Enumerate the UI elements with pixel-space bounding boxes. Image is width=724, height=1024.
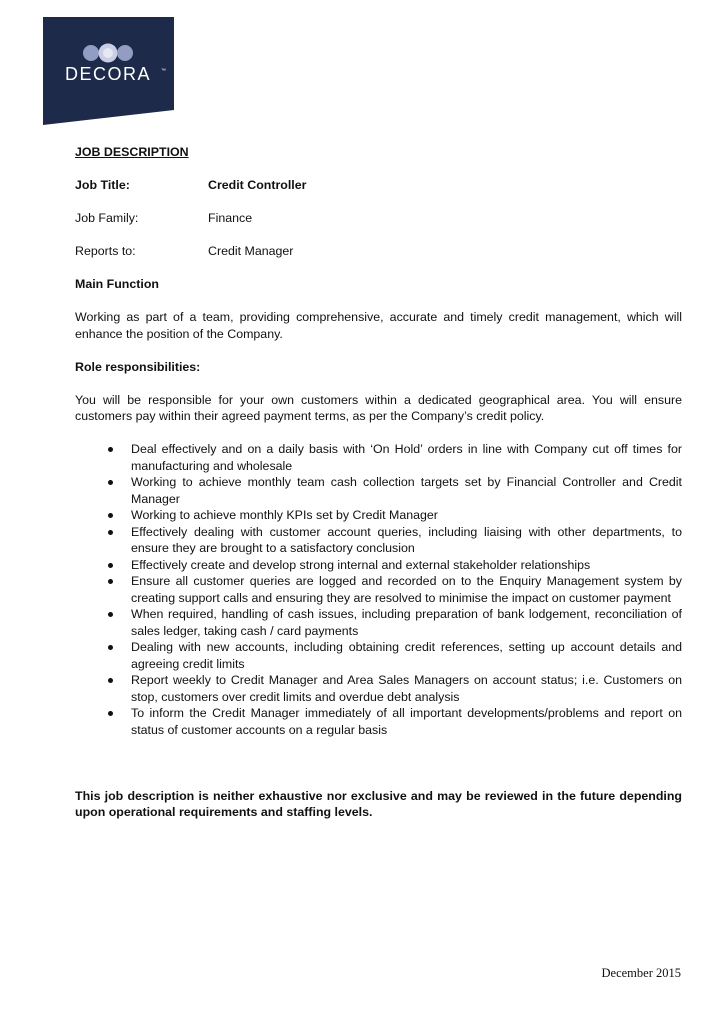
- list-item: [75, 606, 682, 639]
- field-value: Finance: [208, 211, 253, 225]
- list-item: [75, 524, 682, 557]
- field-reports-to: [75, 243, 682, 260]
- bullet-icon: [108, 579, 113, 584]
- bullet-icon: [108, 563, 113, 568]
- list-item-text: To inform the Credit Manager immediately of all important developments/problems and report on status of customer accounts on a regular basis: [131, 706, 682, 737]
- bullet-icon: [108, 678, 113, 683]
- list-item-text: Working to achieve monthly KPIs set by Credit Manager: [131, 508, 438, 522]
- list-item-text: Effectively dealing with customer account queries, including liaising with other departments, to ensure they are brought to a satisfactory conclusion: [131, 524, 682, 555]
- list-item: [75, 705, 682, 738]
- field-job-family: [75, 210, 682, 227]
- field-value: Credit Controller: [208, 178, 307, 192]
- list-item: [75, 507, 682, 524]
- list-item-text: Effectively create and develop strong internal and external stakeholder relationships: [131, 557, 591, 572]
- list-item: [75, 639, 682, 672]
- logo-wordmark: DECORA: [64, 64, 152, 84]
- list-item: [75, 474, 682, 507]
- logo-trademark: ™: [161, 68, 166, 74]
- list-item: [75, 672, 682, 705]
- field-label: Reports to:: [75, 244, 136, 258]
- list-item: [75, 441, 682, 474]
- bullet-icon: [108, 645, 113, 650]
- company-logo: [43, 17, 174, 125]
- role-responsibilities-title: Role responsibilities:: [75, 359, 201, 374]
- list-item-text: Working to achieve monthly team cash collection targets set by Financial Controller and Credit Manager: [131, 475, 682, 506]
- main-function-text: Working as part of a team, providing comprehensive, accurate and timely credit management, which will enhance the position of the Company.: [75, 310, 682, 341]
- list-item-text: When required, handling of cash issues, including preparation of bank lodgement, reconciliation of sales ledger, taking cash / card payments: [131, 607, 682, 638]
- bullet-icon: [108, 711, 113, 716]
- document-date: December 2015: [601, 966, 681, 980]
- role-intro-text: You will be responsible for your own customers within a dedicated geographical area. You will ensure customers pay within their agreed payment terms, as per the Company’s credit policy.: [75, 392, 682, 423]
- field-value: Credit Manager: [208, 244, 294, 258]
- list-item: [75, 573, 682, 606]
- field-label: Job Title:: [75, 178, 130, 192]
- field-job-title: [75, 177, 682, 194]
- document-heading: JOB DESCRIPTION: [75, 145, 189, 159]
- job-description-body: [75, 144, 682, 821]
- disclaimer-text: This job description is neither exhaustive nor exclusive and may be reviewed in the future depending upon operational requirements and staffing levels.: [75, 788, 682, 819]
- list-item: [75, 557, 682, 574]
- responsibilities-list: [75, 441, 682, 738]
- list-item-text: Ensure all customer queries are logged and recorded on to the Enquiry Management system by creating support calls and ensuring they are resolved to minimise the impact on customer payment: [131, 574, 682, 605]
- bullet-icon: [108, 447, 113, 452]
- main-function-title: Main Function: [75, 277, 159, 291]
- decora-logo-icon: [43, 17, 174, 125]
- bullet-icon: [108, 612, 113, 617]
- bullet-icon: [108, 530, 113, 535]
- field-label: Job Family:: [75, 211, 139, 225]
- bullet-icon: [108, 513, 113, 518]
- bullet-icon: [108, 480, 113, 485]
- list-item-text: Deal effectively and on a daily basis with ‘On Hold’ orders in line with Company cut off times for manufacturing and wholesale: [131, 442, 682, 473]
- list-item-text: Dealing with new accounts, including obtaining credit references, setting up account details and agreeing credit limits: [131, 640, 682, 671]
- list-item-text: Report weekly to Credit Manager and Area Sales Managers on account status; i.e. Customers on stop, customers over credit limits and overdue debt analysis: [131, 673, 682, 704]
